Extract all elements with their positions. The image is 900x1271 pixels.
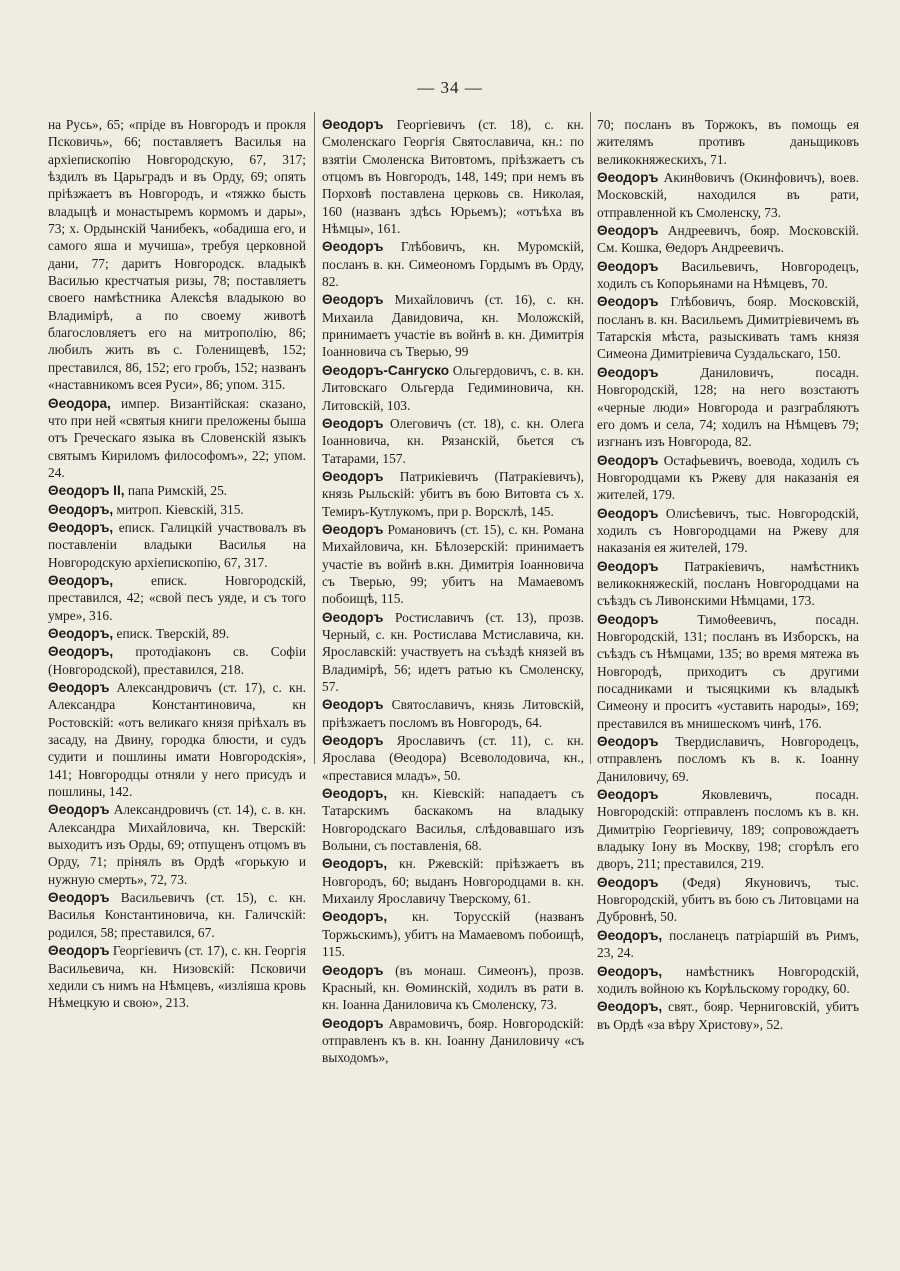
entry-headword: Θеодоръ [322,697,384,713]
entry-headword: Θеодоръ [597,505,659,521]
entry-text: Георгiевичъ (ст. 18), с. кн. Смоленскаго Георгiя Святославича, кн.: по взятiи Смоленска Витовтомъ, прiѣзжаетъ съ отцомъ въ Новгородъ, 148, 149; при немъ въ Порховѣ поставлена церковь св. Николая, 160 (названъ здѣсь Юрьемъ); «отъѣха въ Нѣмцы», 161. [322,117,584,237]
entry-text: кн. Ржевскiй: прiѣзжаетъ въ Новгородъ, 60; выданъ Новгородцами в. кн. Михаилу Ярославичу Тверскому, 61. [322,856,584,907]
index-entry [322,362,584,414]
column-divider [314,112,315,764]
entry-headword: Θеодоръ, [597,927,663,943]
entry-headword: Θеодоръ II, [48,483,125,499]
entry-headword: Θеодоръ [597,734,659,750]
entry-text: Яковлевичъ, посадн. Новгородскiй: отправленъ посломъ къ в. кн. Димитрiю Георгiевичу, 189; сопровождаетъ владыку Iону въ Москву, 198; сгорѣлъ его дворъ, 211; преставился, 219. [597,787,859,872]
index-entry [597,169,859,221]
entry-text: митроп. Кiевскiй, 315. [113,501,244,517]
entry-headword: Θеодоръ [322,415,384,431]
entry-headword: Θеодоръ, [48,625,114,641]
entry-headword: Θеодоръ [597,787,659,803]
entry-text: Акинθовичъ (Окинфовичъ), воев. Московскiй, находился въ рати, отправленной къ Смоленску, 73. [597,170,859,220]
entry-text: Патракiевичъ, намѣстникъ великокняжескiй, посланъ Новгородцами на съѣздъ съ Ливонскими Нѣмцами, 173. [597,558,859,609]
entry-text: Георгiевичъ (ст. 17), с. кн. Георгiя Васильевича, кн. Низовскiй: Псковичи хедили съ нимъ на Нѣмцевъ, «излiяша кровь Нѣмецкую и свою», 213. [48,943,306,1011]
entry-text: Святославичъ, князь Литовскiй, прiѣзжаетъ посломъ въ Новгородъ, 64. [322,697,584,730]
index-entry [322,521,584,608]
entry-text: намѣстникъ Новгородскiй, ходилъ войною къ Корѣльскому городку, 60. [597,963,859,996]
index-entry [322,908,584,960]
entry-text: 70; посланъ въ Торжокъ, въ помощь ея жителямъ противъ даньщиковъ великокняжескихъ, 71. [597,117,859,167]
entry-headword: Θеодоръ, [48,572,114,588]
entry-text: Глѣбовичъ, кн. Муромскiй, посланъ в. кн. Симеономъ Гордымъ въ Орду, 82. [322,239,584,290]
entry-text: Ростиславичъ (ст. 13), прозв. Черный, с. кн. Ростислава Мстиславича, кн. Ярославскiй: участвуетъ на съѣздѣ князей въ Владимiрѣ, 56; идетъ ратью къ Смоленску, 57. [322,609,584,694]
entry-headword: Θеодора, [48,395,111,411]
entry-headword: Θеодоръ [597,611,659,627]
entry-text: Глѣбовичъ, бояр. Московскiй, посланъ в. кн. Васильемъ Димитрiевичемъ въ Татарскiя мѣста, разыскивать тамъ князя Симеона Димитрiевича Суздальскаго, 150. [597,294,859,362]
entry-text: Ольгердовичъ, с. в. кн. Литовскаго Ольгерда Гедиминовича, кн. Литовскiй, 103. [322,362,584,413]
entry-text: протодiаконъ св. Софiи (Новгородской), преставился, 218. [48,644,306,677]
entry-headword: Θеодоръ [597,223,659,239]
entry-text: Романовичъ (ст. 15), с. кн. Романа Михайловича, кн. Бѣлозерскiй: принимаетъ участiе въ войнѣ в.кн. Димитрiя Iоанновича съ Тверью, 99; убитъ на Мамаевомъ побоищѣ, 115. [322,521,584,607]
index-entry [322,962,584,1014]
entry-headword: Θеодоръ, [48,644,114,660]
entry-text: на Русь», 65; «прiде въ Новгородъ и прокля Псковичь», 66; поставляетъ Василья на архiепископiю Новгородскую, 67, 317; ѣздилъ въ Царьградъ и въ Орду, 69; опять прiѣзжаетъ въ Новгородъ, и «тяжко бысть владыцѣ и монастыремъ кормомъ и дары», 73; х. Ордынскiй Чанибекъ, «обадиша его, и самого яша и мучиша», требуя церковной дани, 77; даритъ Новгородск. владыкѣ Василью крестчатыя ризы, 78; поставляетъ своего намѣстника Алексѣя владыкою во Владимiрѣ, а по своему животѣ благословляетъ его на митрополiю, 86; любилъ жить въ с. Голенищевѣ, 152; преставился, 86, 152; его гробъ, 152; названъ «наставникомъ всея Руси», 86; упом. 315. [48,117,306,393]
index-entry [48,679,306,800]
entry-text: посланецъ патрiаршiй въ Римъ, 23, 24. [597,927,859,961]
entry-text: импер. Византiйская: сказано, что при ней «святыя книги преложены быша отъ Греческаго языка въ Словенскiй языкъ святымъ Кириломъ философомъ», 22; упом. 24. [48,395,306,480]
index-entry [48,116,306,394]
index-entry [322,732,584,784]
index-entry [322,609,584,696]
entry-headword: Θеодоръ, [48,501,114,517]
index-entry [322,238,584,290]
entry-text: Ярославичъ (ст. 11), с. кн. Ярослава (Θеодора) Всеволодовича, кн., «преставися младъ», 50. [322,733,584,783]
entry-headword: Θеодоръ [322,239,384,255]
entry-text: Олисѣевичъ, тыс. Новгородскiй, ходилъ съ Новгородцами на Ржеву для наказанiя ея жителей, 179. [597,505,859,556]
entry-text: (Федя) Якуновичъ, тыс. Новгородскiй, убитъ въ бою съ Литовцами на Дубровнѣ, 50. [597,874,859,925]
index-entry [597,874,859,926]
entry-text: свят., бояр. Черниговскiй, убитъ въ Ордѣ «за вѣру Христову», 52. [597,999,859,1032]
entry-text: Олеговичъ (ст. 18), с. кн. Олега Iоанновича, кн. Рязанскiй, бьется съ Татарами, 157. [322,415,584,466]
index-entry [597,963,859,998]
entry-headword: Θеодоръ [597,874,659,890]
entry-text: Васильевичъ, Новгородецъ, ходилъ съ Копорьянами на Нѣмцевъ, 70. [597,258,859,292]
entry-headword: Θеодоръ [597,452,659,468]
entry-headword: Θеодоръ-Сангуско [322,362,450,378]
entry-headword: Θеодоръ, [322,909,388,925]
entry-headword: Θеодоръ [48,680,110,695]
index-entry [48,889,306,941]
column-right [597,116,859,1034]
index-entry [597,505,859,557]
index-entry [48,801,306,888]
entry-text: Патрикiевичъ (Патракiевичъ), князь Рыльскiй: убитъ въ бою Витовта съ х. Темиръ-Кутлукомъ, при р. Ворсклѣ, 145. [322,468,584,519]
entry-headword: Θеодоръ [322,521,384,537]
entry-headword: Θеодоръ [48,802,110,818]
entry-text: Аврамовичъ, бояр. Новгородскiй: отправленъ къ в. кн. Iоанну Даниловичу «съ выходомъ», [322,1015,584,1066]
index-entry [597,786,859,873]
index-entry [322,696,584,731]
entry-text: папа Римскiй, 25. [124,483,228,499]
entry-text: Андреевичъ, бояр. Московскiй. См. Кошка, Θедоръ Андреевичъ. [597,223,859,256]
entry-text: еписк. Тверскiй, 89. [113,625,230,641]
entry-text: Васильевичъ (ст. 15), с. кн. Василья Константиновича, кн. Галичскiй: родился, 58; преставился, 67. [48,890,306,940]
entry-headword: Θеодоръ [48,943,110,959]
entry-headword: Θеодоръ [322,1015,384,1031]
index-entry [597,364,859,451]
entry-headword: Θеодоръ, [322,786,388,802]
entry-text: (въ монаш. Симеонъ), прозв. Красный, кн. Θоминскiй, ходилъ въ рати в. кн. Iоанна Даниловича къ Смоленску, 73. [322,962,584,1013]
entry-text: Александровичъ (ст. 17), с. кн. Александра Константиновича, кн Ростовскiй: «отъ великаго князя прiѣхалъ въ засаду, на Двину, городка блюсти, и судъ судити и пошлины имати Новгородскiя», 141; Новгородцы отняли у него присудъ и пошлины, 142. [48,680,306,800]
entry-text: кн. Кiевскiй: нападаетъ съ Татарскимъ баскакомъ на владыку Новгородскаго Василья, слѣдовавшаго изъ Волыни, съ поставленiя, 68. [322,786,584,854]
entry-headword: Θеодоръ [322,733,384,749]
index-entry [597,927,859,962]
entry-text: Тимоθеевичъ, посадн. Новгородскiй, 131; посланъ въ Изборскъ, на съѣздъ съ Нѣмцами, 135; во время мятежа въ Новгородѣ, приходитъ съ другими посадниками и тысяцкими къ владыкѣ Симеону и проситъ «уставить народы», 169; преставился въ мнишескомъ чинѣ, 176. [597,611,859,731]
entry-headword: Θеодоръ [322,468,384,484]
entry-headword: Θеодоръ [597,258,659,274]
entry-text: кн. Торусскiй (названъ Торжьскимъ), убитъ на Мамаевомъ побоищѣ, 115. [322,909,584,960]
index-entry [48,482,306,499]
index-entry [597,611,859,732]
entry-headword: Θеодоръ [322,962,384,978]
index-entry [597,558,859,610]
index-entry [597,222,859,257]
index-entry [597,998,859,1033]
entry-text: еписк. Новгородскiй, преставился, 42; «свой песъ уяде, и съ того умре», 316. [48,572,306,623]
index-entry [48,519,306,571]
entry-headword: Θеодоръ [597,294,659,310]
page-number: — 34 — [417,78,483,97]
column-divider [590,112,591,764]
index-entry [48,395,306,482]
entry-headword: Θеодоръ [597,558,659,574]
entry-headword: Θеодоръ [597,170,659,186]
entry-headword: Θеодоръ [322,292,384,308]
index-entry [322,785,584,854]
index-entry [322,468,584,520]
column-left [48,116,306,1013]
index-entry [322,116,584,237]
entry-headword: Θеодоръ [597,364,659,380]
index-entry [48,625,306,642]
index-entry [48,572,306,624]
index-entry [48,501,306,518]
index-entry [48,942,306,1011]
entry-headword: Θеодоръ, [48,519,114,535]
entry-headword: Θеодоръ [48,890,110,906]
index-entry [322,855,584,907]
index-entry [597,733,859,785]
index-entry [322,415,584,467]
entry-text: Михайловичъ (ст. 16), с. кн. Михаила Давидовича, кн. Моложскiй, принимаетъ участiе въ войнѣ в. кн. Димитрiя Iоанновича съ Тверью, 99 [322,292,584,360]
entry-headword: Θеодоръ, [322,856,388,872]
entry-text: Александровичъ (ст. 14), с. в. кн. Александра Михайловича, кн. Тверскiй: выходитъ изъ Орды, 69; отпущенъ отцомъ въ Орду, 71; прiнялъ въ Ордѣ «горькую и нужную смерть», 72, 73. [48,802,306,887]
index-entry [48,643,306,678]
entry-text: Даниловичъ, посадн. Новгородскiй, 128; на него возстаютъ «черные люди» Новгорода и разграбляютъ его домъ и села, 74; ходилъ на Нѣмцевъ 79; изгнанъ изъ Новгорода, 82. [597,364,859,450]
index-entry [322,291,584,360]
index-entry [597,452,859,504]
index-entry [322,1015,584,1067]
entry-headword: Θеодоръ, [597,999,663,1015]
entry-headword: Θеодоръ, [597,963,663,979]
column-middle [322,116,584,1068]
entry-headword: Θеодоръ [322,117,384,132]
entry-text: Остафьевичъ, воевода, ходилъ съ Новгородцами къ Ржеву для наказанiя ея жителей, 179. [597,452,859,503]
index-entry [597,116,859,168]
index-entry [597,258,859,293]
entry-text: Твердиславичъ, Новгородецъ, отправленъ посломъ къ в. к. Iоанну Даниловичу, 69. [597,734,859,784]
entry-headword: Θеодоръ [322,609,384,625]
index-entry [597,293,859,362]
entry-text: еписк. Галицкiй участвовалъ въ поставленiи владыки Василья на Новгородскую архiепископiю, 67, 317. [48,519,306,570]
